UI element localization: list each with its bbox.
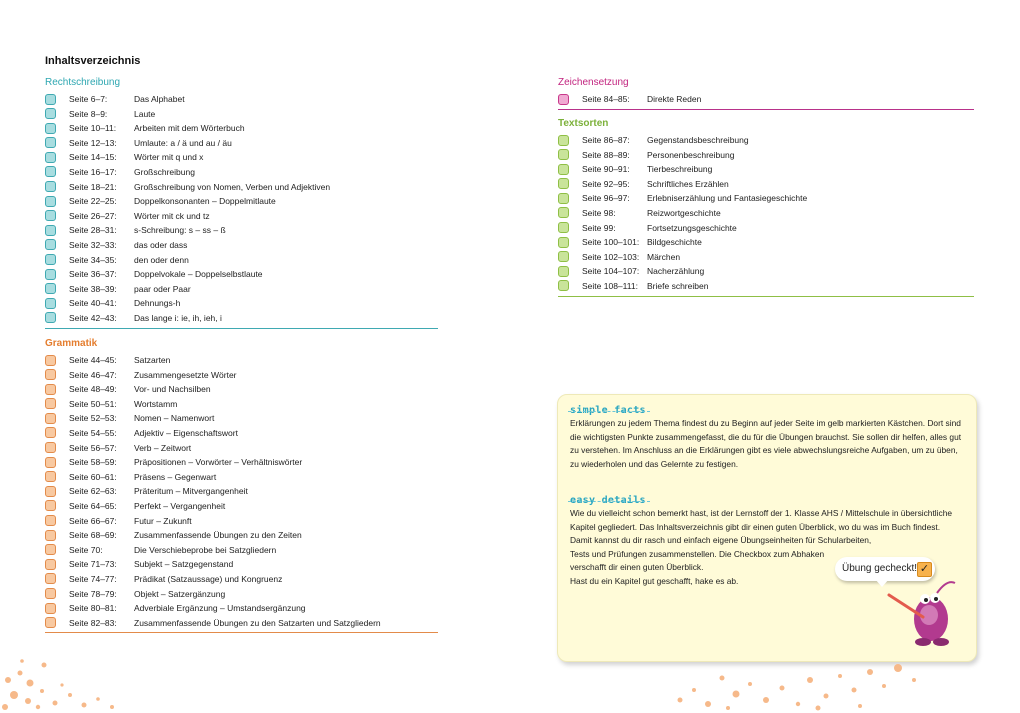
toc-row	[45, 411, 438, 426]
page-range: Seite 104–107:	[582, 266, 640, 277]
topic-title: Wörter mit q und x	[134, 152, 204, 163]
page-range: Seite 60–61:	[69, 471, 117, 482]
toc-row	[45, 107, 438, 122]
topic-title: Bildgeschichte	[647, 237, 702, 248]
text-line: Erklärungen zu jedem Thema findest du zu Beginn auf jeder Seite im gelb markierten Kästchen. Dort sind	[570, 418, 961, 428]
checkbox[interactable]	[45, 94, 56, 105]
checkbox[interactable]	[45, 312, 56, 323]
page-range: Seite 26–27:	[69, 210, 117, 221]
checkbox[interactable]	[45, 181, 56, 192]
section-divider	[558, 109, 974, 110]
topic-title: Großschreibung von Nomen, Verben und Adjektiven	[134, 181, 331, 192]
page-range: Seite 58–59:	[69, 457, 117, 468]
checkbox[interactable]	[45, 196, 56, 207]
checkbox[interactable]	[558, 280, 569, 291]
easy-details-heading	[570, 495, 646, 506]
toc-row	[45, 253, 438, 268]
topic-title: Direkte Reden	[647, 94, 702, 104]
page-range: Seite 42–43:	[69, 312, 117, 323]
scribble-underline	[568, 501, 650, 506]
toc-row	[45, 165, 438, 180]
section-textsorten	[558, 117, 974, 297]
topic-title: Umlaute: a / ä und au / äu	[134, 137, 232, 148]
checkbox[interactable]	[558, 251, 569, 262]
topic-title: Präpositionen – Vorwörter – Verhältniswörter	[134, 457, 303, 468]
toc-row	[45, 426, 438, 441]
page-range: Seite 90–91:	[582, 164, 630, 175]
topic-title: Satzarten	[134, 355, 171, 365]
topic-title: Wörter mit ck und tz	[134, 210, 210, 221]
topic-title: Das Alphabet	[134, 94, 185, 104]
simple-facts-title: simple facts	[570, 405, 646, 416]
toc-row	[45, 150, 438, 165]
checkbox[interactable]	[45, 559, 56, 570]
checkbox[interactable]	[45, 123, 56, 134]
checkbox[interactable]	[45, 486, 56, 497]
checkbox[interactable]	[558, 193, 569, 204]
toc-row	[45, 296, 438, 311]
text-line: zu wiederholen und das Gelernte zu festigen.	[570, 458, 739, 469]
checkbox[interactable]	[558, 135, 569, 146]
mascot-belly	[920, 605, 938, 625]
page-range: Seite 88–89:	[582, 149, 630, 160]
topic-title: Doppelkonsonanten – Doppelmitlaute	[134, 196, 276, 207]
page-range: Seite 28–31:	[69, 225, 117, 236]
section-grammatik	[45, 337, 438, 633]
page-range: Seite 98:	[582, 207, 616, 218]
toc-row	[558, 191, 974, 206]
topic-title: Zusammenfassende Übungen zu den Satzarten und Satzgliedern	[134, 617, 381, 628]
topic-title: Prädikat (Satzaussage) und Kongruenz	[134, 573, 283, 584]
toc-row	[45, 180, 438, 195]
page-range: Seite 102–103:	[582, 251, 640, 262]
checkbox[interactable]	[45, 471, 56, 482]
simple-facts-heading	[570, 405, 646, 416]
page-range: Seite 68–69:	[69, 530, 117, 541]
page-range: Seite 50–51:	[69, 398, 117, 409]
topic-title: Objekt – Satzergänzung	[134, 588, 226, 599]
toc-row	[45, 543, 438, 558]
topic-title: Reizwortgeschichte	[647, 207, 721, 218]
checkbox[interactable]	[45, 283, 56, 294]
checkbox[interactable]	[45, 530, 56, 541]
checkbox[interactable]	[45, 239, 56, 250]
page-range: Seite 70:	[69, 544, 103, 555]
checkbox[interactable]	[45, 617, 56, 628]
toc-row	[558, 221, 974, 236]
text-line: Tests und Prüfungen zusammenstellen. Die Checkbox zum Abhaken	[570, 548, 825, 559]
checkbox[interactable]	[45, 269, 56, 280]
page-range: Seite 86–87:	[582, 135, 630, 145]
section-zeichensetzung	[558, 76, 974, 110]
checkbox[interactable]	[45, 588, 56, 599]
page-range: Seite 71–73:	[69, 559, 117, 570]
toc-row	[45, 121, 438, 136]
page-range: Seite 64–65:	[69, 500, 117, 511]
page-range: Seite 38–39:	[69, 283, 117, 294]
easy-details-title: easy details	[570, 495, 646, 506]
checkbox[interactable]	[45, 544, 56, 555]
topic-title: Perfekt – Vergangenheit	[134, 500, 226, 511]
page-range: Seite 96–97:	[582, 193, 630, 204]
toc-row	[45, 282, 438, 297]
toc-row	[45, 194, 438, 209]
page-range: Seite 8–9:	[69, 108, 108, 119]
topic-title: Fortsetzungsgeschichte	[647, 222, 737, 233]
topic-title: Zusammengesetzte Wörter	[134, 369, 237, 380]
toc-row	[45, 397, 438, 412]
toc-row	[45, 601, 438, 616]
checkbox[interactable]	[558, 178, 569, 189]
topic-title: Schriftliches Erzählen	[647, 178, 729, 189]
toc-row	[45, 368, 438, 383]
page-range: Seite 22–25:	[69, 196, 117, 207]
toc-row	[45, 514, 438, 529]
toc-row	[558, 250, 974, 265]
toc-row	[558, 162, 974, 177]
topic-title: Zusammenfassende Übungen zu den Zeiten	[134, 530, 302, 541]
toc-row	[45, 209, 438, 224]
page-range: Seite 78–79:	[69, 588, 117, 599]
page-range: Seite 108–111:	[582, 280, 638, 291]
topic-title: Adverbiale Ergänzung – Umstandsergänzung	[134, 603, 306, 614]
toc-row	[45, 616, 438, 631]
page-range: Seite 82–83:	[69, 617, 117, 628]
page-range: Seite 36–37:	[69, 269, 117, 280]
page-range: Seite 48–49:	[69, 384, 117, 395]
toc-row	[45, 136, 438, 151]
page-title: Inhaltsverzeichnis	[45, 55, 141, 67]
text-line: zu verstehen. Im Anschluss an die Erklärungen gibt es viele abwechslungsreiche Aufgaben, um zu üben,	[570, 445, 958, 456]
checkbox[interactable]	[45, 384, 56, 395]
topic-title: Vor- und Nachsilben	[134, 384, 211, 395]
checkbox[interactable]	[45, 413, 56, 424]
toc-row	[45, 455, 438, 470]
toc-row	[45, 557, 438, 572]
text-line: Kapitel gegliedert. Das Inhaltsverzeichnis gibt dir einen guten Überblick, wo du was im Buch findest.	[570, 521, 941, 532]
page-range: Seite 14–15:	[69, 152, 117, 163]
toc-row	[45, 441, 438, 456]
page-range: Seite 46–47:	[69, 369, 117, 380]
checkbox[interactable]	[558, 164, 569, 175]
topic-title: Futur – Zukunft	[134, 515, 192, 526]
mascot-illustration	[885, 575, 965, 650]
toc-row	[45, 499, 438, 514]
mascot-pupil	[934, 597, 938, 601]
topic-title: Adjektiv – Eigenschaftswort	[134, 427, 238, 438]
page-range: Seite 52–53:	[69, 413, 117, 424]
page-range: Seite 54–55:	[69, 427, 117, 438]
toc-row	[558, 177, 974, 192]
checkbox[interactable]	[45, 398, 56, 409]
toc-row	[45, 484, 438, 499]
topic-title: Personenbeschreibung	[647, 149, 735, 160]
checkbox[interactable]	[45, 603, 56, 614]
mascot-antenna	[937, 582, 955, 593]
checkbox[interactable]	[45, 442, 56, 453]
checkbox[interactable]	[45, 254, 56, 265]
page-range: Seite 12–13:	[69, 137, 117, 148]
topic-title: Das lange i: ie, ih, ieh, i	[134, 312, 222, 323]
topic-title: Großschreibung	[134, 166, 195, 177]
checkbox[interactable]	[45, 500, 56, 511]
topic-title: Präsens – Gegenwart	[134, 471, 217, 482]
checkbox[interactable]	[558, 207, 569, 218]
checkbox[interactable]	[45, 225, 56, 236]
topic-title: Tierbeschreibung	[647, 164, 713, 175]
toc-row	[45, 572, 438, 587]
toc-row	[45, 353, 438, 368]
topic-title: Nacherzählung	[647, 266, 705, 277]
topic-title: paar oder Paar	[134, 283, 191, 294]
topic-title: Erlebniserzählung und Fantasiegeschichte	[647, 193, 808, 204]
checkbox[interactable]	[45, 298, 56, 309]
checkbox[interactable]	[45, 166, 56, 177]
text-line: Hast du ein Kapitel gut geschafft, hake es ab.	[570, 575, 739, 586]
section-divider	[558, 296, 974, 297]
toc-row	[558, 264, 974, 279]
checkbox[interactable]	[558, 237, 569, 248]
checkmark-icon: ✓	[917, 562, 932, 577]
page-range: Seite 34–35:	[69, 254, 117, 265]
topic-title: Arbeiten mit dem Wörterbuch	[134, 123, 245, 134]
topic-title: Dehnungs-h	[134, 298, 181, 309]
toc-row	[558, 206, 974, 221]
topic-title: Verb – Zeitwort	[134, 442, 192, 453]
checkbox[interactable]	[45, 457, 56, 468]
mascot-foot	[933, 638, 949, 646]
toc-row	[45, 528, 438, 543]
decorative-dots-left	[0, 655, 130, 713]
page-range: Seite 74–77:	[69, 573, 117, 584]
simple-facts-text	[570, 417, 965, 471]
page-range: Seite 56–57:	[69, 442, 117, 453]
toc-row	[45, 311, 438, 326]
page-range: Seite 80–81:	[69, 603, 117, 614]
page-range: Seite 99:	[582, 222, 616, 233]
topic-title: Märchen	[647, 251, 681, 262]
text-line: die wichtigsten Punkte zusammengefasst, die du für die Übungen brauchst. Sie sollen dir helfen, alles gut	[570, 431, 962, 442]
page-range: Seite 32–33:	[69, 239, 117, 250]
page-range: Seite 40–41:	[69, 298, 117, 309]
topic-title: Präteritum – Mitvergangenheit	[134, 486, 248, 497]
toc-row	[558, 279, 974, 294]
text-line: Damit kannst du dir rasch und einfach eigene Übungseinheiten für Schularbeiten,	[570, 535, 872, 546]
bubble-text: Übung gecheckt!	[842, 563, 918, 574]
topic-title: Nomen – Namenwort	[134, 413, 215, 424]
section-title: Rechtschreibung	[45, 77, 121, 88]
topic-title: Gegenstandsbeschreibung	[647, 135, 749, 145]
toc-row	[45, 92, 438, 107]
text-line: verschafft dir einen guten Überblick.	[570, 562, 704, 573]
topic-title: Laute	[134, 108, 156, 119]
topic-title: s-Schreibung: s – ss – ß	[134, 225, 226, 236]
page-range: Seite 44–45:	[69, 355, 117, 365]
page-range: Seite 6–7:	[69, 94, 108, 104]
toc-row	[558, 235, 974, 250]
topic-title: Wortstamm	[134, 398, 178, 409]
checkbox[interactable]	[45, 573, 56, 584]
toc-row	[45, 587, 438, 602]
checkbox[interactable]	[558, 94, 569, 105]
page-range: Seite 84–85:	[582, 94, 630, 104]
toc-row	[45, 223, 438, 238]
toc-row	[558, 92, 974, 107]
mascot-pupil	[924, 598, 928, 602]
checkbox[interactable]	[45, 108, 56, 119]
checkbox[interactable]	[558, 266, 569, 277]
section-title: Zeichensetzung	[558, 77, 629, 88]
checkbox[interactable]	[45, 152, 56, 163]
checkbox[interactable]	[45, 369, 56, 380]
section-divider	[45, 632, 438, 633]
topic-title: Die Verschiebeprobe bei Satzgliedern	[134, 544, 277, 555]
topic-title: den oder denn	[134, 254, 189, 265]
topic-title: Doppelvokale – Doppelselbstlaute	[134, 269, 263, 280]
mascot-foot	[915, 638, 931, 646]
toc-row	[45, 238, 438, 253]
topic-title: das oder dass	[134, 239, 188, 250]
page-range: Seite 10–11:	[69, 123, 117, 134]
page-range: Seite 62–63:	[69, 486, 117, 497]
page-range: Seite 92–95:	[582, 178, 630, 189]
toc-row	[558, 133, 974, 148]
section-title: Grammatik	[45, 338, 98, 349]
decorative-dots-right	[670, 660, 930, 713]
page-range: Seite 66–67:	[69, 515, 117, 526]
section-title: Textsorten	[558, 118, 609, 129]
toc-row	[45, 382, 438, 397]
section-rechtschreibung	[45, 76, 438, 329]
checkbox[interactable]	[558, 222, 569, 233]
checkbox[interactable]	[558, 149, 569, 160]
checkbox[interactable]	[45, 427, 56, 438]
page-range: Seite 16–17:	[69, 166, 117, 177]
page-range: Seite 18–21:	[69, 181, 117, 192]
checkbox[interactable]	[45, 137, 56, 148]
page-range: Seite 100–101:	[582, 237, 640, 248]
section-divider	[45, 328, 438, 329]
topic-title: Briefe schreiben	[647, 280, 709, 291]
toc-row	[45, 470, 438, 485]
checkbox[interactable]	[45, 355, 56, 366]
toc-row	[558, 148, 974, 163]
scribble-underline	[568, 411, 650, 416]
topic-title: Subjekt – Satzgegenstand	[134, 559, 234, 570]
text-line: Wie du vielleicht schon bemerkt hast, ist der Lernstoff der 1. Klasse AHS / Mittelschule in übersichtliche	[570, 508, 953, 518]
checkbox[interactable]	[45, 515, 56, 526]
checkbox[interactable]	[45, 210, 56, 221]
toc-row	[45, 267, 438, 282]
